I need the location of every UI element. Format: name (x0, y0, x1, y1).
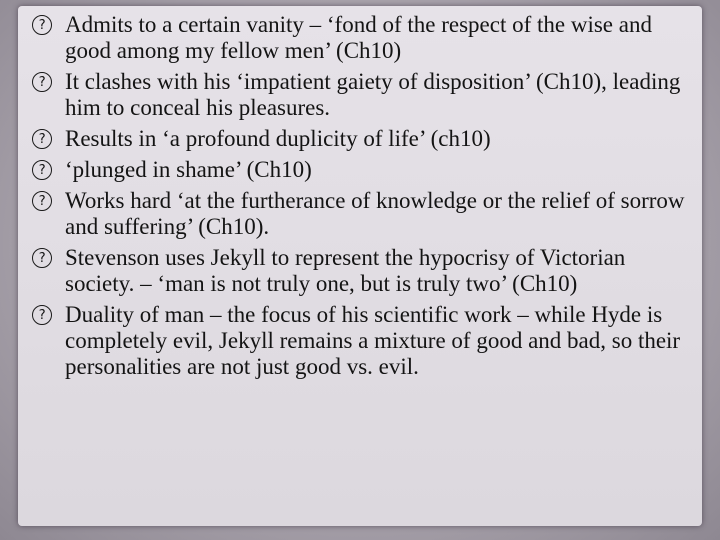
bullet-text: ‘plunged in shame’ (Ch10) (65, 157, 312, 182)
bullet-icon: ? (32, 305, 52, 325)
bullet-text: Works hard ‘at the furtherance of knowledge or the relief of sorrow and suffering’ (Ch10). (65, 188, 685, 239)
bullet-icon: ? (32, 15, 52, 35)
bullet-icon: ? (32, 160, 52, 180)
bullet-item (32, 157, 692, 183)
bullet-text: Results in ‘a profound duplicity of life’ (ch10) (65, 126, 491, 151)
bullet-item (32, 302, 692, 380)
bullet-item (32, 69, 692, 121)
bullet-text: Stevenson uses Jekyll to represent the hypocrisy of Victorian society. – ‘man is not truly one, but is truly two’ (Ch10) (65, 245, 626, 296)
bullet-icon: ? (32, 191, 52, 211)
bullet-text: Duality of man – the focus of his scientific work – while Hyde is completely evil, Jekyll remains a mixture of good and bad, so their personalities are not just good vs. evil. (65, 302, 681, 379)
bullet-item (32, 188, 692, 240)
bullet-text: It clashes with his ‘impatient gaiety of disposition’ (Ch10), leading him to conceal his pleasures. (65, 69, 681, 120)
bullet-list (32, 12, 692, 385)
bullet-item (32, 126, 692, 152)
bullet-item (32, 12, 692, 64)
bullet-text: Admits to a certain vanity – ‘fond of the respect of the wise and good among my fellow men’ (Ch10) (65, 12, 652, 63)
bullet-item (32, 245, 692, 297)
bullet-icon: ? (32, 72, 52, 92)
bullet-icon: ? (32, 129, 52, 149)
bullet-icon: ? (32, 248, 52, 268)
